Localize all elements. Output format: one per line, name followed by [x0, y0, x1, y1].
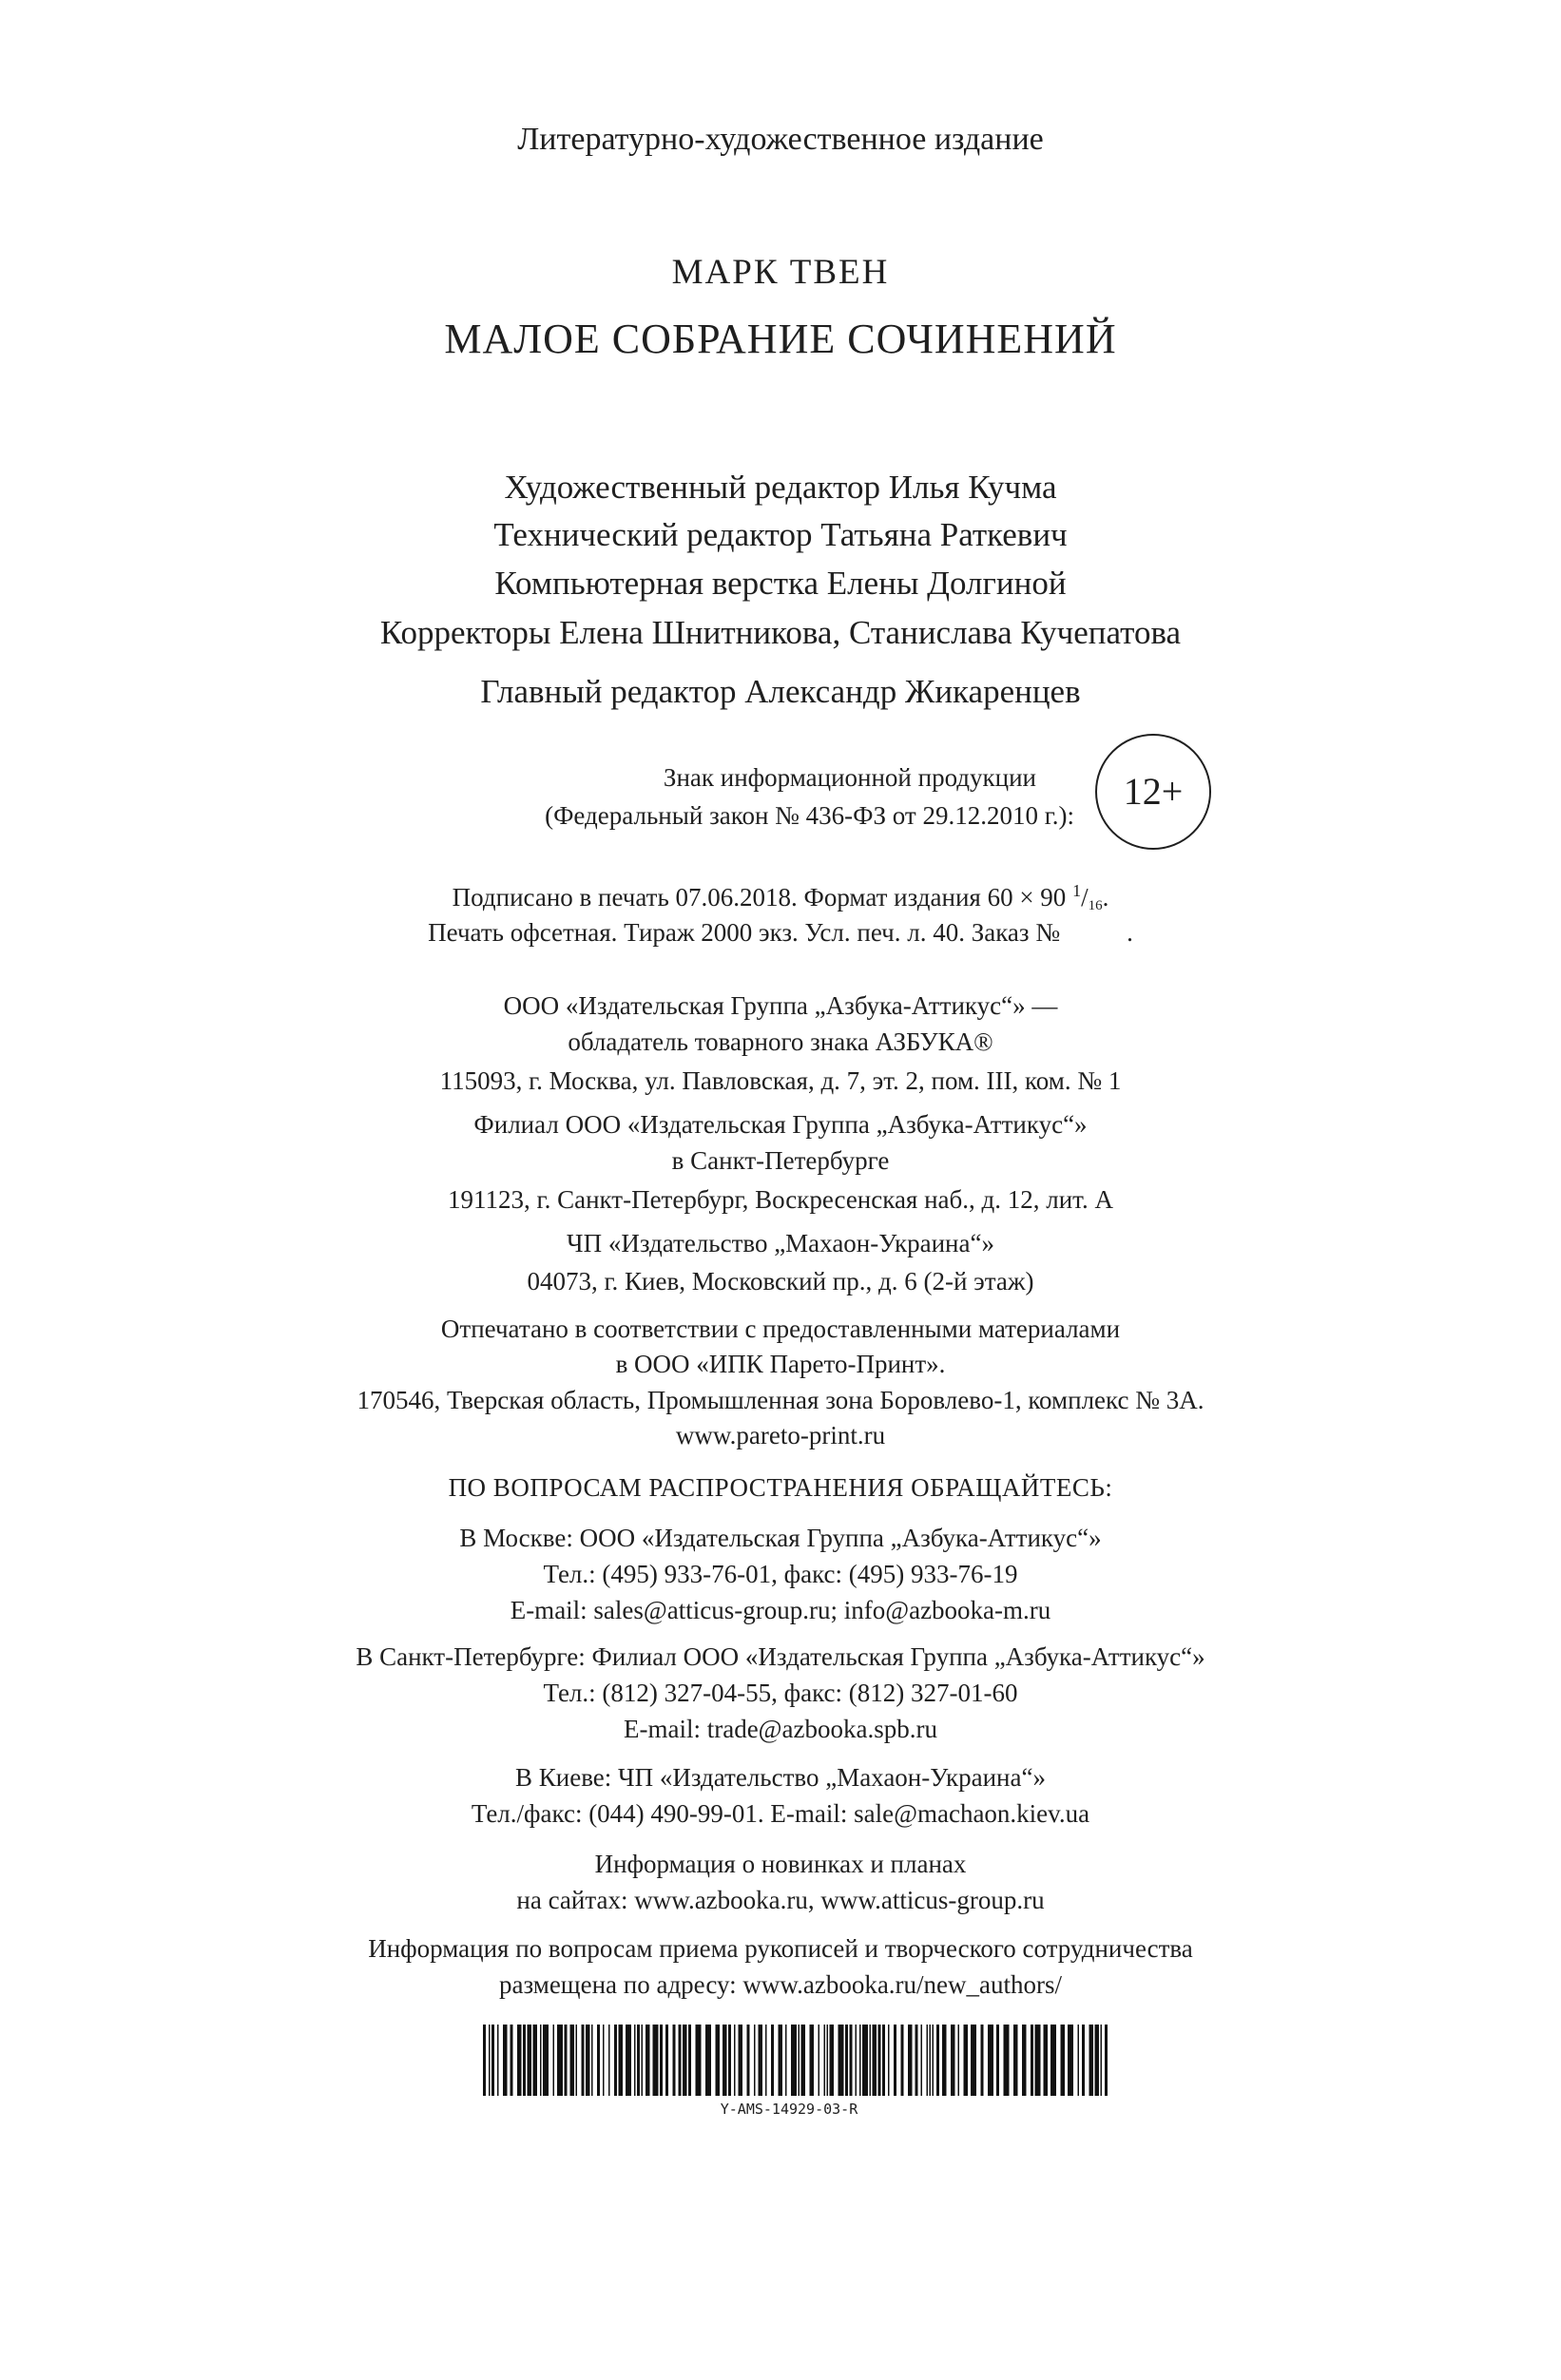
barcode-bar	[862, 2025, 868, 2096]
barcode-bar	[927, 2025, 929, 2096]
barcode-bar	[819, 2025, 820, 2096]
format-fraction-numerator: 1	[1072, 881, 1082, 900]
branch-address: 191123, г. Санкт-Петербург, Воскресенская наб., д. 12, лит. А	[448, 1185, 1113, 1214]
spb-phone: Тел.: (812) 327-04-55, факс: (812) 327-01-60	[543, 1679, 1018, 1707]
barcode-bar	[523, 2025, 526, 2096]
barcode-bar	[1044, 2025, 1049, 2096]
barcode-bar	[1095, 2025, 1100, 2096]
barcode-bar	[754, 2025, 756, 2096]
barcode-bar	[759, 2025, 763, 2096]
websites-line-2: на сайтах: www.azbooka.ru, www.atticus-group.ru	[516, 1886, 1045, 1914]
barcode-bar	[791, 2025, 797, 2096]
barcode-bar	[553, 2025, 555, 2096]
barcode-bar	[878, 2025, 881, 2096]
print-info-line1	[0, 882, 1561, 913]
edition-type: Литературно-художественное издание	[517, 122, 1044, 157]
barcode-bar	[614, 2025, 617, 2096]
kiev-line-1: В Киеве: ЧП «Издательство „Махаон-Украина“»	[515, 1763, 1046, 1792]
moscow-line-1: В Москве: ООО «Издательская Группа „Азбука-Аттикус“»	[459, 1524, 1102, 1552]
barcode-bar	[942, 2025, 947, 2096]
barcode-bar	[528, 2025, 532, 2096]
barcode-bar	[728, 2025, 731, 2096]
barcode-bar	[683, 2025, 687, 2096]
barcode-bar	[646, 2025, 650, 2096]
barcode-bar	[996, 2025, 999, 2096]
barcode-bar	[734, 2025, 736, 2096]
barcode-bar	[765, 2025, 767, 2096]
barcode-bar	[739, 2025, 743, 2096]
spb-email: E-mail: trade@azbooka.spb.ru	[624, 1715, 937, 1743]
barcode-bar	[785, 2025, 787, 2096]
barcode-bar	[838, 2025, 844, 2096]
barcode-bar	[688, 2025, 691, 2096]
barcode-bar	[981, 2025, 984, 2096]
barcode-bar	[1050, 2025, 1056, 2096]
distribution-heading: ПО ВОПРОСАМ РАСПРОСТРАНЕНИЯ ОБРАЩАЙТЕСЬ:	[448, 1473, 1113, 1502]
barcode-bar	[859, 2025, 861, 2096]
barcode-bar	[856, 2025, 858, 2096]
barcode-bar	[894, 2025, 896, 2096]
book-title: МАЛОЕ СОБРАНИЕ СОЧИНЕНИЙ	[444, 316, 1117, 362]
credit-chief-editor: Главный редактор Александр Жикаренцев	[480, 673, 1081, 710]
barcode-bar	[586, 2025, 590, 2096]
credit-art-editor: Художественный редактор Илья Кучма	[504, 469, 1057, 506]
barcode-bar	[1013, 2025, 1018, 2096]
barcode-bar	[933, 2025, 935, 2096]
barcode-bar	[503, 2025, 508, 2096]
barcode-bar	[705, 2025, 711, 2096]
barcode-bar	[570, 2025, 575, 2096]
barcode-bar	[1004, 2025, 1010, 2096]
barcode-bar	[723, 2025, 727, 2096]
ukraine-publisher: ЧП «Издательство „Махаон-Украина“»	[567, 1229, 994, 1257]
branch-line-1: Филиал ООО «Издательская Группа „Азбука-Аттикус“»	[473, 1110, 1088, 1139]
barcode-bar	[491, 2025, 494, 2096]
barcode-bar	[591, 2025, 593, 2096]
barcode-bar	[830, 2025, 835, 2096]
barcode-bar	[799, 2025, 800, 2096]
barcode-bar	[850, 2025, 853, 2096]
barcode-bar	[882, 2025, 885, 2096]
barcode-bar	[543, 2025, 549, 2096]
barcode-bar	[1068, 2025, 1073, 2096]
age-rating-badge	[1095, 734, 1211, 850]
author-name: МАРК ТВЕН	[671, 253, 890, 292]
barcode-bar	[801, 2025, 806, 2096]
barcode-bar	[489, 2025, 491, 2096]
printer-line-1: Отпечатано в соответствии с предоставленными материалами	[440, 1315, 1121, 1343]
manuscripts-line-2: размещена по адресу: www.azbooka.ru/new_authors/	[498, 1970, 1063, 1999]
barcode-bar	[1105, 2025, 1108, 2096]
barcode-bar	[810, 2025, 815, 2096]
moscow-phone: Тел.: (495) 933-76-01, факс: (495) 933-76-19	[543, 1560, 1018, 1588]
barcode-bar	[951, 2025, 955, 2096]
barcode-bar	[888, 2025, 890, 2096]
barcode-bar	[845, 2025, 848, 2096]
barcode-bar	[1089, 2025, 1094, 2096]
barcode-bar	[660, 2025, 663, 2096]
barcode-bar	[1101, 2025, 1103, 2096]
barcode-bar	[642, 2025, 644, 2096]
barcode-bar	[1078, 2025, 1080, 2096]
info-sign-line1	[0, 765, 1074, 791]
barcode-bar	[958, 2025, 960, 2096]
publisher-address: 115093, г. Москва, ул. Павловская, д. 7, эт. 2, пом. III, ком. № 1	[439, 1066, 1122, 1095]
credit-proofreaders: Корректоры Елена Шнитникова, Станислава Кучепатова	[379, 614, 1182, 651]
barcode-bar	[716, 2025, 721, 2096]
barcode-bar	[517, 2025, 522, 2096]
barcode-bar	[1031, 2025, 1033, 2096]
print-info-line2	[0, 920, 1561, 946]
barcode-bar	[930, 2025, 932, 2096]
barcode-bar	[901, 2025, 904, 2096]
barcode-bar	[988, 2025, 993, 2096]
branch-line-2: в Санкт-Петербурге	[671, 1146, 890, 1175]
barcode-bar	[665, 2025, 668, 2096]
websites-line-1: Информация о новинках и планах	[594, 1850, 967, 1878]
barcode-bar	[565, 2025, 568, 2096]
moscow-email: E-mail: sales@atticus-group.ru; info@azbooka-m.ru	[510, 1596, 1051, 1624]
credit-tech-editor: Технический редактор Татьяна Раткевич	[493, 516, 1068, 553]
barcode-bar	[582, 2025, 585, 2096]
barcode-bar	[1022, 2025, 1027, 2096]
print-format-text: Подписано в печать 07.06.2018. Формат издания 60 × 90	[452, 883, 1067, 912]
barcode-bar	[971, 2025, 976, 2096]
barcode-bar	[557, 2025, 563, 2096]
info-sign-line2: (Федеральный закон № 436-ФЗ от 29.12.2010 г.):	[545, 801, 1074, 830]
barcode	[483, 2025, 1110, 2096]
barcode-label: Y-AMS-14929-03-R	[720, 2101, 858, 2118]
credit-layout: Компьютерная верстка Елены Долгиной	[494, 565, 1067, 602]
barcode-bar	[936, 2025, 939, 2096]
barcode-bar	[619, 2025, 624, 2096]
barcode-bar	[964, 2025, 969, 2096]
barcode-bar	[779, 2025, 783, 2096]
barcode-bar	[827, 2025, 829, 2096]
printer-website: www.pareto-print.ru	[675, 1421, 886, 1449]
barcode-bar	[608, 2025, 610, 2096]
format-fraction-denominator: 16	[1088, 898, 1103, 913]
barcode-bar	[1035, 2025, 1041, 2096]
publisher-line-1: ООО «Издательская Группа „Азбука-Аттикус“» —	[503, 991, 1058, 1020]
printer-address: 170546, Тверская область, Промышленная зона Боровлево-1, комплекс № 3А.	[357, 1386, 1204, 1414]
publisher-line-2: обладатель товарного знака АЗБУКА®	[568, 1027, 993, 1056]
barcode-bar	[634, 2025, 636, 2096]
barcode-bar	[603, 2025, 605, 2096]
barcode-bar	[915, 2025, 918, 2096]
info-sign-text-1: Знак информационной продукции	[663, 763, 1036, 792]
barcode-bar	[679, 2025, 682, 2096]
print-line1-end: .	[1102, 883, 1109, 912]
printer-line-2: в ООО «ИПК Парето-Принт».	[615, 1350, 946, 1378]
barcode-bar	[540, 2025, 542, 2096]
manuscripts-line-1: Информация по вопросам приема рукописей и творческого сотрудничества	[368, 1934, 1193, 1963]
barcode-bar	[637, 2025, 640, 2096]
kiev-contacts: Тел./факс: (044) 490-99-01. E-mail: sale@machaon.kiev.ua	[471, 1799, 1090, 1828]
barcode-bar	[696, 2025, 702, 2096]
barcode-bar	[1061, 2025, 1066, 2096]
barcode-bar	[597, 2025, 600, 2096]
barcode-bar	[673, 2025, 676, 2096]
barcode-bar	[533, 2025, 538, 2096]
print-run-text: Печать офсетная. Тираж 2000 экз. Усл. печ. л. 40. Заказ №	[428, 918, 1061, 947]
barcode-bar	[653, 2025, 659, 2096]
barcode-bar	[747, 2025, 750, 2096]
barcode-bar	[497, 2025, 499, 2096]
barcode-bar	[483, 2025, 486, 2096]
barcode-bar	[921, 2025, 923, 2096]
barcode-bar	[908, 2025, 913, 2096]
barcode-bar	[771, 2025, 774, 2096]
barcode-bar	[576, 2025, 578, 2096]
barcode-bar	[626, 2025, 631, 2096]
format-fraction-slash: /	[1081, 883, 1089, 912]
barcode-bar	[1082, 2025, 1085, 2096]
barcode-bar	[873, 2025, 877, 2096]
age-rating-text: 12+	[1123, 770, 1184, 813]
print-line2-end: .	[1127, 918, 1133, 947]
barcode-bar	[870, 2025, 872, 2096]
barcode-bar	[824, 2025, 826, 2096]
ukraine-address: 04073, г. Киев, Московский пр., д. 6 (2-й этаж)	[527, 1267, 1034, 1296]
spb-line-1: В Санкт-Петербурге: Филиал ООО «Издательская Группа „Азбука-Аттикус“»	[356, 1642, 1205, 1671]
barcode-bar	[511, 2025, 513, 2096]
